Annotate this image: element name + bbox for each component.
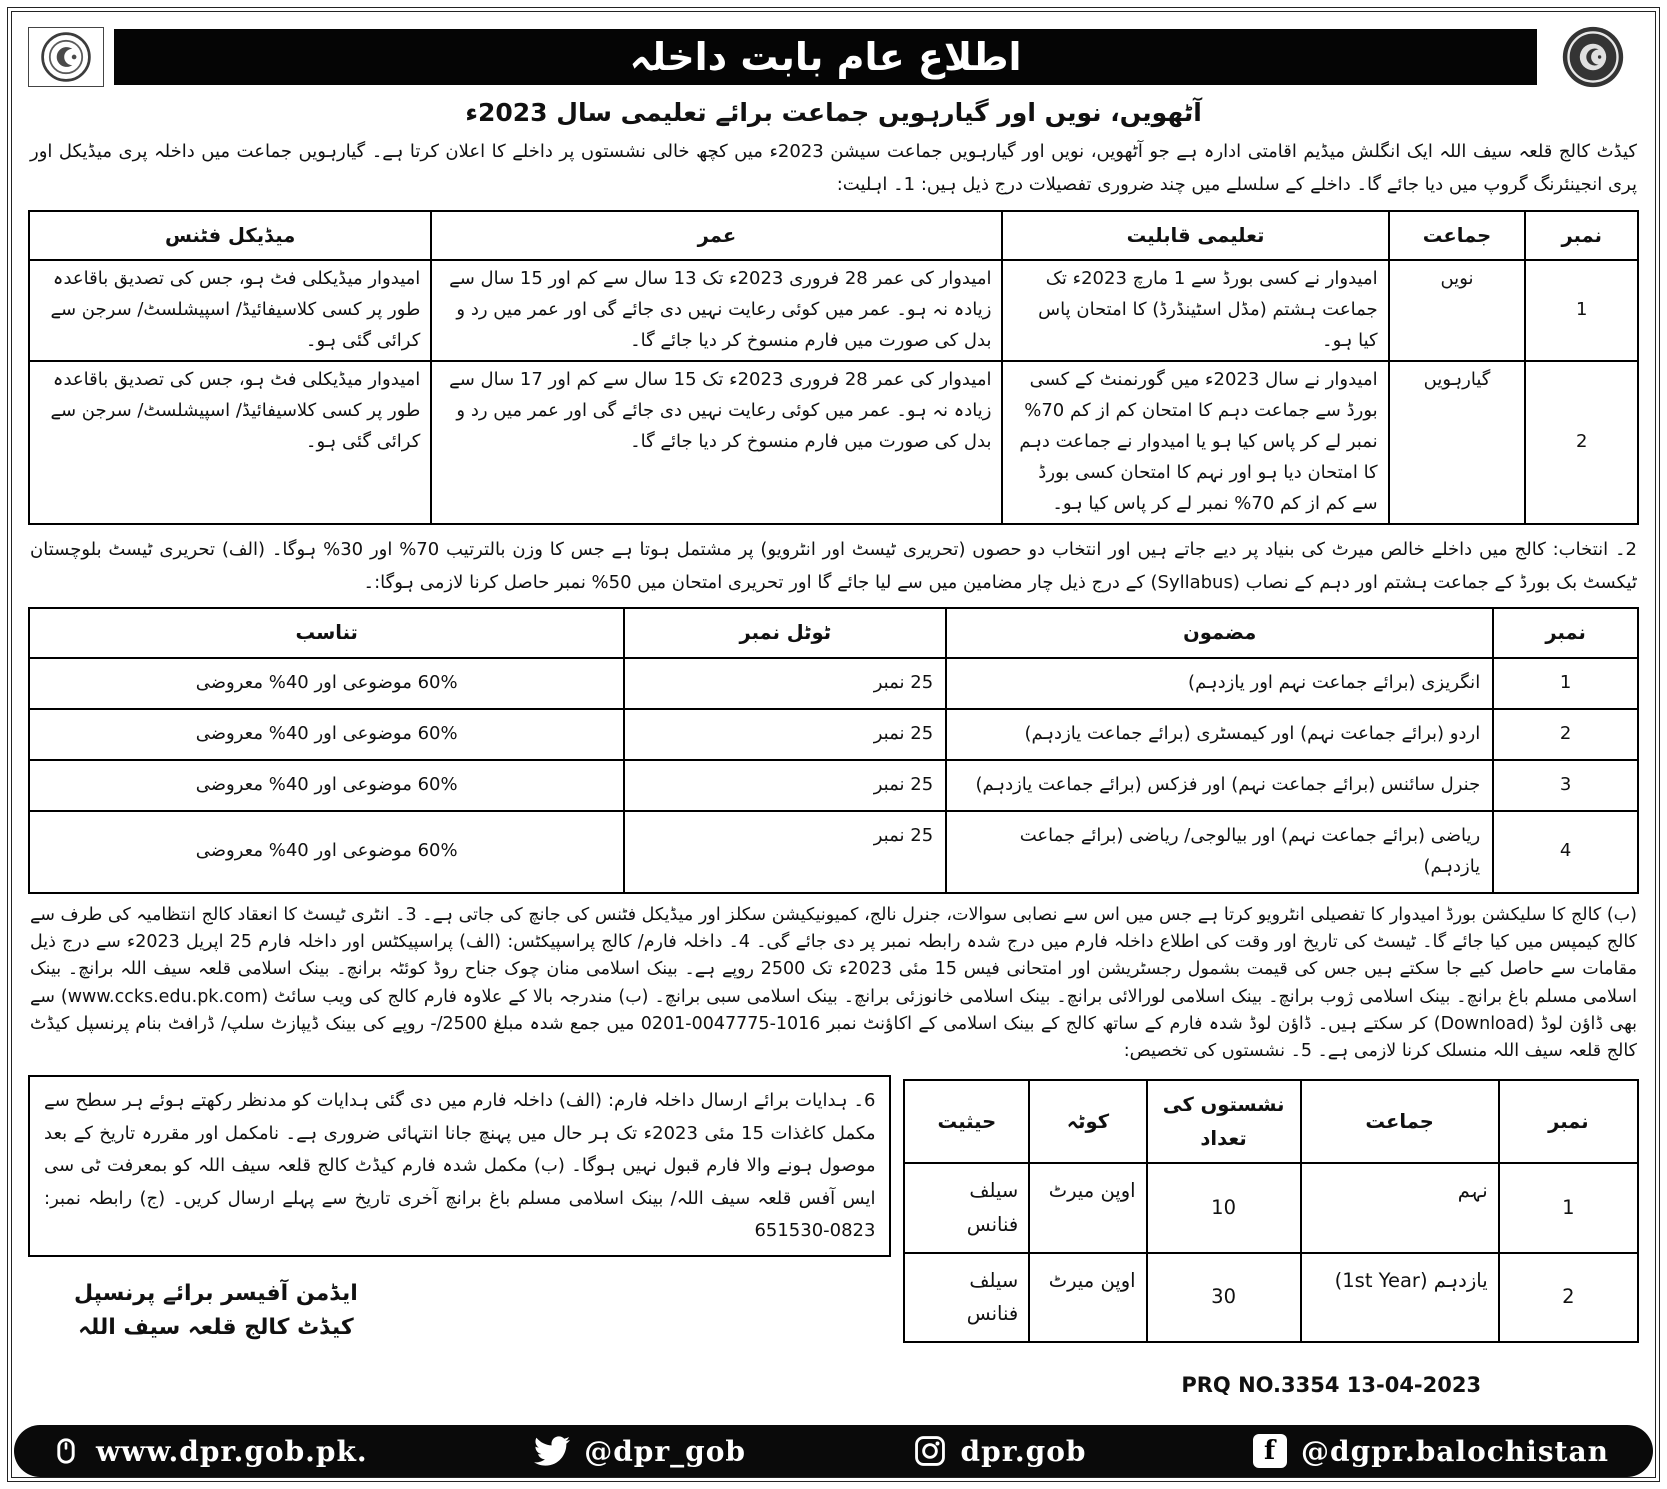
cell-class: نویں — [1389, 260, 1526, 361]
cell-total-marks: 25 نمبر — [624, 760, 946, 811]
col-header-quota: کوٹہ — [1029, 1080, 1146, 1163]
mouse-icon — [50, 1435, 82, 1467]
table-row-science-physics — [29, 760, 1638, 811]
cell-age: امیدوار کی عمر 28 فروری 2023ء تک 15 سال سے کم اور 17 سال سے زیادہ نہ ہو۔ عمر میں کوئی رعایت نہیں دی جائے گی اور عمر میں رد و بدل کی صورت میں فارم منسوخ کر دیا جائے گا۔ — [431, 361, 1002, 524]
cell-total-marks: 25 نمبر — [624, 658, 946, 709]
cell-number: 2 — [1499, 1253, 1638, 1342]
footer-twitter — [534, 1433, 746, 1469]
college-crest-icon — [1556, 24, 1630, 90]
cell-medical: امیدوار میڈیکلی فٹ ہو، جس کی تصدیق باقاعدہ طور پر کسی کلاسیفائیڈ/ اسپیشلسٹ/ سرجن سے کرائی گئی ہو۔ — [29, 260, 431, 361]
cell-ratio: 60% موضوعی اور 40% معروضی — [29, 760, 624, 811]
government-emblem-icon — [38, 30, 94, 84]
cell-medical: امیدوار میڈیکلی فٹ ہو، جس کی تصدیق باقاعدہ طور پر کسی کلاسیفائیڈ/ اسپیشلسٹ/ سرجن سے کرائی گئی ہو۔ — [29, 361, 431, 524]
instructions-column — [28, 1075, 891, 1396]
cell-subject: جنرل سائنس (برائے جماعت نہم) اور فزکس (برائے جماعت یازدہم) — [946, 760, 1493, 811]
col-header-number: نمبر — [1499, 1080, 1638, 1163]
cell-seats: 30 — [1147, 1253, 1301, 1342]
col-header-status: حیثیت — [904, 1080, 1029, 1163]
table-row-class9 — [29, 260, 1638, 361]
cell-number: 2 — [1493, 709, 1638, 760]
footer-facebook — [1253, 1434, 1609, 1468]
cell-total-marks: 25 نمبر — [624, 811, 946, 893]
cell-age: امیدوار کی عمر 28 فروری 2023ء تک 13 سال سے کم اور 15 سال سے زیادہ نہ ہو۔ عمر میں کوئی رعایت نہیں دی جائے گی اور عمر میں رد و بدل کی صورت میں فارم منسوخ کر دیا جائے گا۔ — [431, 260, 1002, 361]
instructions-box: 6۔ ہدایات برائے ارسال داخلہ فارم: (الف) داخلہ فارم میں دی گئی ہدایات کو مدنظر رکھتے ہوئے ہر سطح سے مکمل کاغذات 15 مئی 2023ء تک ہر حال میں پہنچ جانا انتہائی ضروری ہے۔ نامکمل اور مقررہ تاریخ کے بعد موصول ہونے والا فارم قبول نہیں ہوگا۔ (ب) مکمل شدہ فارم کیڈٹ کالج قلعہ سیف اللہ کو بمعرفت ٹی سی ایس آفس قلعہ سیف اللہ/ بینک اسلامی مسلم باغ برانچ آخری تاریخ سے پہلے ارسال کریں۔ (ج) رابطہ نمبر: 0823-651530 — [28, 1075, 891, 1257]
college-crest-logo — [1547, 24, 1639, 90]
footer-website-text: www.dpr.gob.pk. — [96, 1434, 368, 1468]
footer-social-bar — [14, 1425, 1653, 1477]
cell-quota: اوپن میرٹ — [1029, 1253, 1146, 1342]
cell-ratio: 60% موضوعی اور 40% معروضی — [29, 658, 624, 709]
cell-seats: 10 — [1147, 1163, 1301, 1252]
cell-total-marks: 25 نمبر — [624, 709, 946, 760]
table-row-seats-11th — [904, 1253, 1638, 1342]
subjects-table — [28, 607, 1639, 893]
selection-paragraph: 2۔ انتخاب: کالج میں داخلے خالص میرٹ کی بنیاد پر دیے جاتے ہیں اور انتخاب دو حصوں (تحریری ٹیسٹ اور انٹرویو) پر مشتمل ہوتا ہے جس کا وزن بالترتیب 70% اور 30% ہوگا۔ (الف) تحریری ٹیسٹ بلوچستان ٹیکسٹ بک بورڈ کے جماعت ہشتم اور دہم کے نصاب (Syllabus) کے درج ذیل چار مضامین میں سے لیا جائے گا اور تحریری امتحان میں 50% نمبر حاصل کرنا لازمی ہوگا:۔ — [30, 538, 1637, 594]
intro-paragraph: کیڈٹ کالج قلعہ سیف اللہ ایک انگلش میڈیم اقامتی ادارہ ہے جو آٹھویں، نویں اور گیارہویں جماعت سیشن 2023ء میں کچھ خالی نشستوں پر داخلے کا اعلان کرتا ہے۔ گیارہویں جماعت میں داخلہ پری میڈیکل اور پری انجینئرنگ گروپ میں دیا جائے گا۔ داخلے کے سلسلے میں چند ضروری تفصیلات درج ذیل ہیں: 1۔ اہلیت: — [30, 141, 1637, 196]
cell-status: سیلف فنانس — [904, 1163, 1029, 1252]
details-paragraph: (ب) کالج کا سلیکشن بورڈ امیدوار کا تفصیلی انٹرویو کرتا ہے جس میں اس سے نصابی سوالات، جنرل نالج، کمیونیکیشن سکلز اور میڈیکل فٹنس کی جانچ کی جاتی ہے۔ 3۔ انٹری ٹیسٹ کا انعقاد کالج انتظامیہ کی طرف سے کالج کیمپس میں کیا جائے گا۔ ٹیسٹ کی تاریخ اور وقت کی اطلاع داخلہ فارم میں درج شدہ رابطہ نمبر پر دی جائے گی۔ 4۔ داخلہ فارم/ کالج پراسپیکٹس: (الف) پراسپیکٹس اور داخلہ فارم 25 اپریل 2023ء سے درج ذیل مقامات سے حاصل کیے جا سکتے ہیں جس کی قیمت بشمول رجسٹریشن اور امتحانی فیس 15 مئی 2023ء تک 2500 روپے ہے۔ بینک اسلامی منان چوک جناح روڈ کوئٹہ برانچ۔ بینک اسلامی قلعہ سیف اللہ برانچ۔ بینک اسلامی مسلم باغ برانچ۔ بینک اسلامی ژوب برانچ۔ بینک اسلامی لورالائی برانچ۔ بینک اسلامی خانوزئی برانچ۔ بینک اسلامی سبی برانچ۔ (ب) مندرجہ بالا کے علاوہ فارم کالج کی ویب سائٹ (www.ccks.edu.pk.com) سے بھی ڈاؤن لوڈ (Download) کر سکتے ہیں۔ ڈاؤن لوڈ شدہ فارم کے ساتھ کالج کے بینک اسلامی کے اکاؤنٹ نمبر 1016-0047775-0201 میں جمع شدہ مبلغ 2500/- روپے کی بینک ڈیپازٹ سلپ/ ڈرافٹ بنام پرنسپل کیڈٹ کالج قلعہ سیف اللہ منسلک کرنا لازمی ہے۔ 5۔ نشستوں کی تخصیص: — [30, 904, 1638, 1062]
col-header-ratio: تناسب — [29, 608, 624, 658]
page-title: اطلاع عام بابت داخلہ — [114, 29, 1537, 85]
cell-number: 1 — [1525, 260, 1638, 361]
col-header-subject: مضمون — [946, 608, 1493, 658]
table-row-english — [29, 658, 1638, 709]
facebook-icon: f — [1253, 1434, 1287, 1468]
seats-column — [903, 1075, 1639, 1396]
signature-wrap — [28, 1277, 891, 1345]
table-row-math-biology — [29, 811, 1638, 893]
cell-subject: انگریزی (برائے جماعت نہم اور یازدہم) — [946, 658, 1493, 709]
cell-status: سیلف فنانس — [904, 1253, 1029, 1342]
col-header-class: جماعت — [1389, 211, 1526, 261]
twitter-icon — [534, 1433, 570, 1469]
instagram-icon — [913, 1434, 947, 1468]
outer-border — [7, 7, 1660, 1482]
footer-instagram — [913, 1434, 1087, 1468]
footer-website — [50, 1435, 368, 1468]
subjects-header-row — [29, 608, 1638, 658]
col-header-number: نمبر — [1525, 211, 1638, 261]
prq-number: PRQ NO.3354 13-04-2023 — [1181, 1372, 1482, 1397]
col-header-qualification: تعلیمی قابلیت — [1002, 211, 1388, 261]
inner-border — [11, 11, 1656, 1478]
cell-qualification: امیدوار نے کسی بورڈ سے 1 مارچ 2023ء تک جماعت ہشتم (مڈل اسٹینڈرڈ) کا امتحان پاس کیا ہو۔ — [1002, 260, 1388, 361]
table-row-class11 — [29, 361, 1638, 524]
cell-ratio: 60% موضوعی اور 40% معروضی — [29, 709, 624, 760]
cell-ratio: 60% موضوعی اور 40% معروضی — [29, 811, 624, 893]
advertisement-subtitle: آٹھویں، نویں اور گیارہویں جماعت برائے تعلیمی سال 2023ء — [465, 98, 1202, 127]
bottom-section — [28, 1075, 1639, 1396]
signature-block — [74, 1277, 358, 1345]
footer-facebook-text: @dgpr.balochistan — [1301, 1434, 1609, 1468]
eligibility-table — [28, 210, 1639, 525]
table-row-seats-9th — [904, 1163, 1638, 1252]
col-header-seats: نشستوں کی تعداد — [1147, 1080, 1301, 1163]
cell-subject: اردو (برائے جماعت نہم) اور کیمسٹری (برائے جماعت یازدہم) — [946, 709, 1493, 760]
cell-number: 1 — [1499, 1163, 1638, 1252]
col-header-total-marks: ٹوٹل نمبر — [624, 608, 946, 658]
cell-number: 1 — [1493, 658, 1638, 709]
cell-quota: اوپن میرٹ — [1029, 1163, 1146, 1252]
col-header-number: نمبر — [1493, 608, 1638, 658]
footer-twitter-text: @dpr_gob — [584, 1434, 746, 1468]
cell-number: 3 — [1493, 760, 1638, 811]
col-header-medical: میڈیکل فٹنس — [29, 211, 431, 261]
footer-instagram-text: dpr.gob — [960, 1434, 1087, 1468]
table-row-urdu-chemistry — [29, 709, 1638, 760]
signature-title: ایڈمن آفیسر برائے پرنسپل — [74, 1281, 358, 1307]
seats-header-row — [904, 1080, 1638, 1163]
cell-qualification: امیدوار نے سال 2023ء میں گورنمنٹ کے کسی بورڈ سے جماعت دہم کا امتحان کم از کم 70% نمبر لے کر پاس کیا ہو یا امیدوار نے جماعت دہم کا امتحان دیا ہو اور نہم کا امتحان کسی بورڈ سے کم از کم 70% نمبر لے کر پاس کیا ہو۔ — [1002, 361, 1388, 524]
cell-class: نہم — [1301, 1163, 1499, 1252]
cell-number: 2 — [1525, 361, 1638, 524]
col-header-age: عمر — [431, 211, 1002, 261]
cell-number: 4 — [1493, 811, 1638, 893]
dpr-emblem-logo — [28, 27, 104, 87]
col-header-class: جماعت — [1301, 1080, 1499, 1163]
seats-allocation-table — [903, 1079, 1639, 1342]
cell-subject: ریاضی (برائے جماعت نہم) اور بیالوجی/ ریاضی (برائے جماعت یازدہم) — [946, 811, 1493, 893]
header — [28, 24, 1639, 90]
signature-institution: کیڈٹ کالج قلعہ سیف اللہ — [78, 1315, 354, 1341]
eligibility-header-row — [29, 211, 1638, 261]
cell-class: یازدہم (1st Year) — [1301, 1253, 1499, 1342]
cell-class: گیارہویں — [1389, 361, 1526, 524]
